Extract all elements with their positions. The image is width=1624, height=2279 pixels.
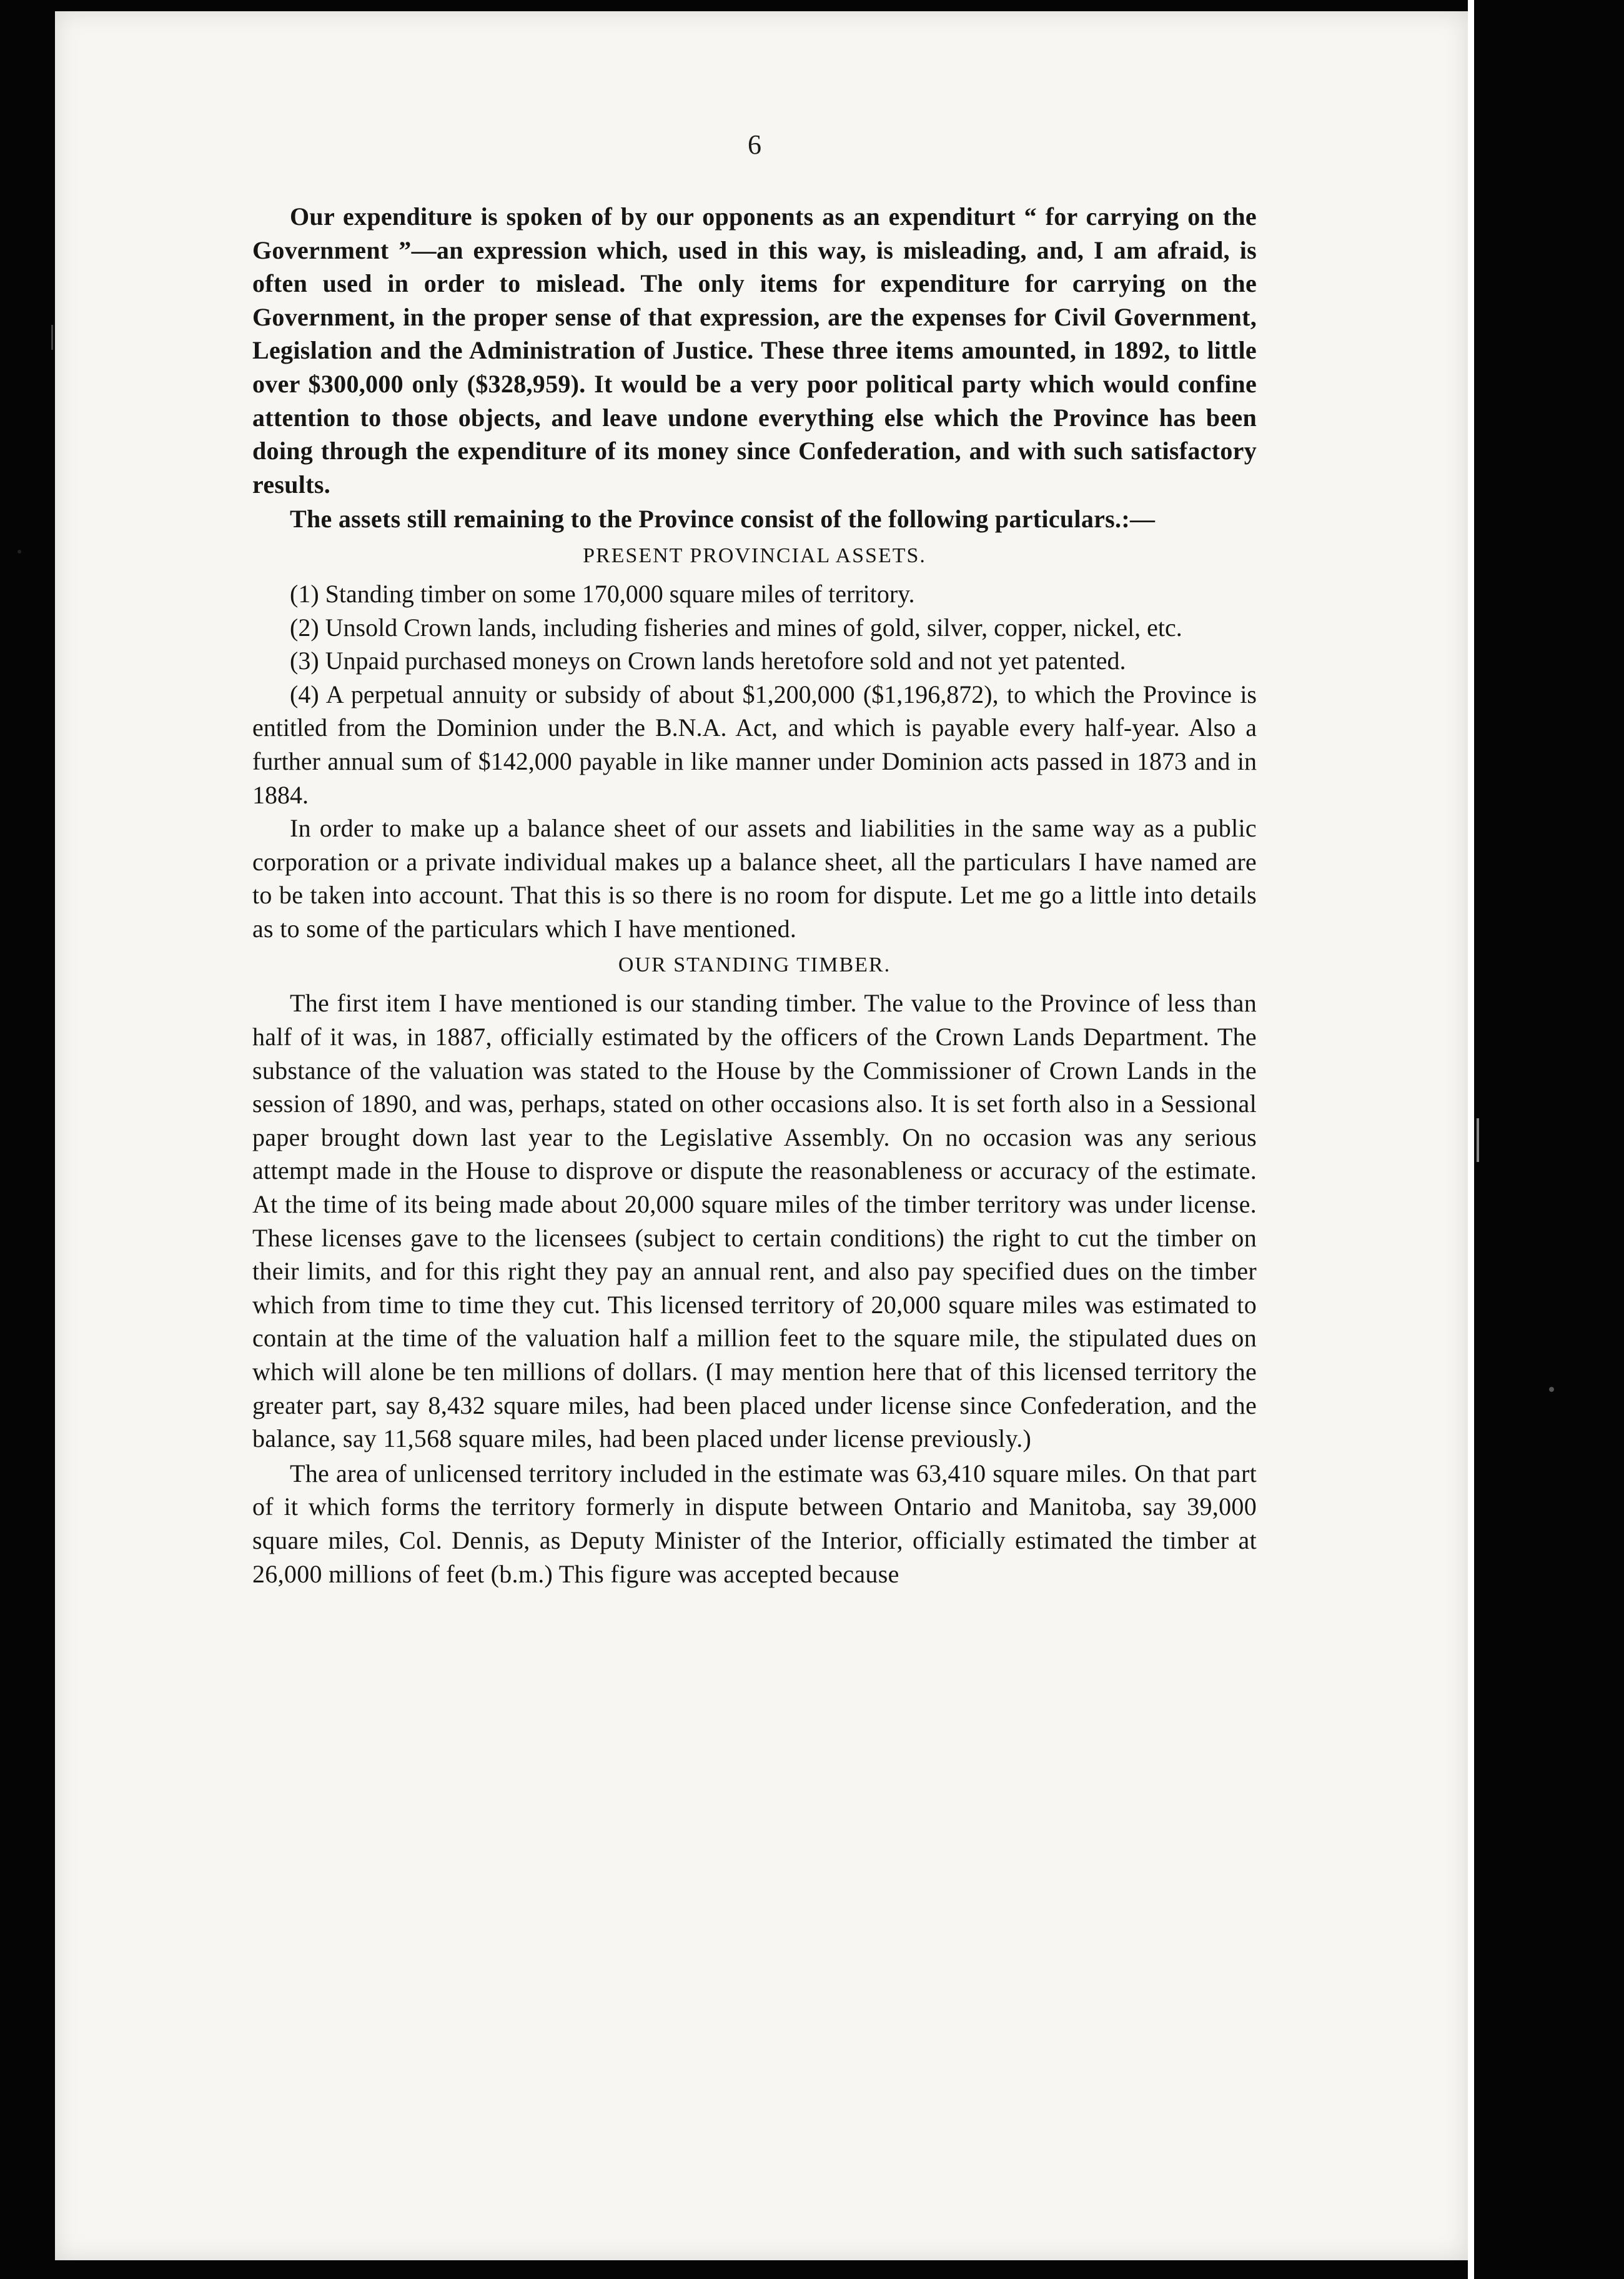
asset-item-4: (4) A perpetual annuity or subsidy of about $1,200,000 ($1,196,872), to which the Province is entitled from the Dominion under the B.N.A. Act, and which is payable every half-year. Also a further annual sum of $142,000 payable in like manner under Dominion acts passed in 1873 and in 1884. — [252, 680, 1257, 809]
paragraph-balance-sheet: In order to make up a balance sheet of our assets and liabilities in the same way as a public corporation or a private individual makes up a balance sheet, all the particulars I have named are to be taken into account. That this is so there is no room for dispute. Let me go a little into details as to some of the particulars which I have mentioned. — [252, 814, 1257, 943]
page-number: 6 — [748, 129, 761, 160]
paragraph-assets-intro: The assets still remaining to the Province consist of the following particulars.:— — [290, 505, 1156, 534]
scan-mark — [1477, 1118, 1479, 1162]
scan-mark — [1549, 1387, 1554, 1392]
page-body — [252, 200, 1257, 1592]
scan-mark — [17, 550, 21, 554]
asset-item-3: (3) Unpaid purchased moneys on Crown lands heretofore sold and not yet patented. — [290, 647, 1126, 675]
page-edge — [1468, 0, 1474, 2279]
asset-item-1: (1) Standing timber on some 170,000 square miles of territory. — [290, 579, 915, 608]
section-heading-assets: PRESENT PROVINCIAL ASSETS. — [583, 544, 926, 567]
section-heading-timber: OUR STANDING TIMBER. — [618, 953, 891, 977]
paragraph-expenditure: Our expenditure is spoken of by our opponents as an expenditurt “ for carrying on the Government ”—an expression which, used in this way, is misleading, and, I am afraid, is often used in order to mislead. The only items for expenditure for carrying on the Government, in the proper sense of that expression, are the expenses for Civil Government, Legislation and the Administration of Justice. These three items amounted, in 1892, to little over $300,000 only ($328,959). It would be a very poor political party which would confine attention to those objects, and leave undone everything else which the Province has been doing through the expenditure of its money since Confederation, and with such satisfactory results. — [252, 202, 1257, 499]
asset-item-2: (2) Unsold Crown lands, including fisheries and mines of gold, silver, copper, nickel, etc. — [290, 613, 1182, 642]
scan-mark — [51, 325, 53, 350]
paragraph-unlicensed-territory: The area of unlicensed territory included in the estimate was 63,410 square miles. On that part of it which forms the territory formerly in dispute between Ontario and Manitoba, say 39,000 square miles, Col. Dennis, as Deputy Minister of the Interior, officially estimated the timber at 26,000 millions of feet (b.m.) This figure was accepted because — [252, 1459, 1257, 1588]
paragraph-standing-timber: The first item I have mentioned is our standing timber. The value to the Province of less than half of it was, in 1887, officially estimated by the officers of the Crown Lands Department. The substance of the valuation was stated to the House by the Commissioner of Crown Lands in the session of 1890, and was, perhaps, stated on other occasions also. It is set forth also in a Sessional paper brought down last year to the Legislative Assembly. On no occasion was any serious attempt made in the House to disprove or dispute the reasonableness or accuracy of the estimate. At the time of its being made about 20,000 square miles of the timber territory was under license. These licenses gave to the licensees (subject to certain conditions) the right to cut the timber on their limits, and for this right they pay an annual rent, and also pay specified dues on the timber which from time to time they cut. This licensed territory of 20,000 square miles was estimated to contain at the time of the valuation half a million feet to the square mile, the stipulated dues on which will alone be ten millions of dollars. (I may mention here that of this licensed territory the greater part, say 8,432 square miles, had been placed under license since Confederation, and the balance, say 11,568 square miles, had been placed under license previously.) — [252, 989, 1257, 1453]
